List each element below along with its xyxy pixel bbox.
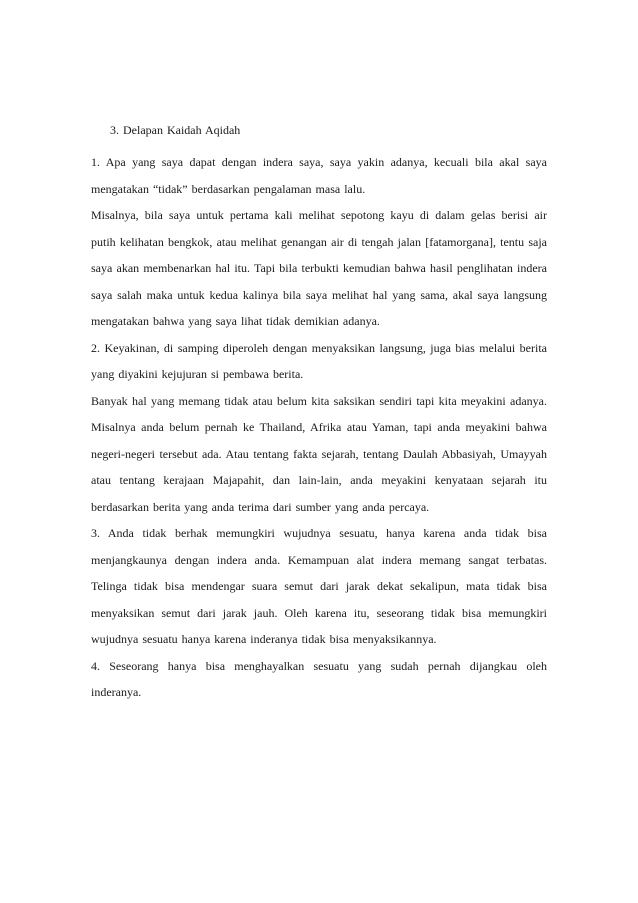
paragraph-rule-2-example: Banyak hal yang memang tidak atau belum kita saksikan sendiri tapi kita meyakini adanya. Misalnya anda belum pernah ke Thailand, Afrika atau Yaman, tapi anda meyakini bahwa negeri-negeri tersebut ada. Atau tentang fakta sejarah, tentang Daulah Abbasiyah, Umayyah atau tentang kerajaan Majapahit, dan lain-lain, anda meyakini kenyataan sejarah itu berdasarkan berita yang anda terima dari sumber yang anda percaya. <box>91 393 547 514</box>
paragraph-rule-4: 4. Seseorang hanya bisa menghayalkan sesuatu yang sudah pernah dijangkau oleh inderanya. <box>91 658 547 699</box>
section-heading: 3. Delapan Kaidah Aqidah <box>110 123 241 137</box>
paragraph-rule-1-example: Misalnya, bila saya untuk pertama kali melihat sepotong kayu di dalam gelas berisi air putih kelihatan bengkok, atau melihat genangan air di tengah jalan [fatamorgana], tentu saja saya akan membenarkan hal itu. Tapi bila terbukti kemudian bahwa hasil penglihatan indera saya salah maka untuk kedua kalinya bila saya melihat hal yang sama, akal saya langsung mengatakan bahwa yang saya lihat tidak demikian adanya. <box>91 208 547 328</box>
paragraph-rule-1: 1. Apa yang saya dapat dengan indera saya, saya yakin adanya, kecuali bila akal saya mengatakan “tidak” berdasarkan pengalaman masa lalu. <box>91 155 547 196</box>
paragraph-rule-3: 3. Anda tidak berhak memungkiri wujudnya sesuatu, hanya karena anda tidak bisa menjangkaunya dengan indera anda. Kemampuan alat indera memang sangat terbatas. Telinga tidak bisa mendengar suara semut dari jarak dekat sekalipun, mata tidak bisa menyaksikan semut dari jarak jauh. Oleh karena itu, seseorang tidak bisa memungkiri wujudnya sesuatu hanya karena inderanya tidak bisa menyaksikannya. <box>91 526 547 646</box>
body-text <box>91 149 547 706</box>
paragraph-rule-2: 2. Keyakinan, di samping diperoleh dengan menyaksikan langsung, juga bias melalui berita yang diyakini kejujuran si pembawa berita. <box>91 340 547 381</box>
